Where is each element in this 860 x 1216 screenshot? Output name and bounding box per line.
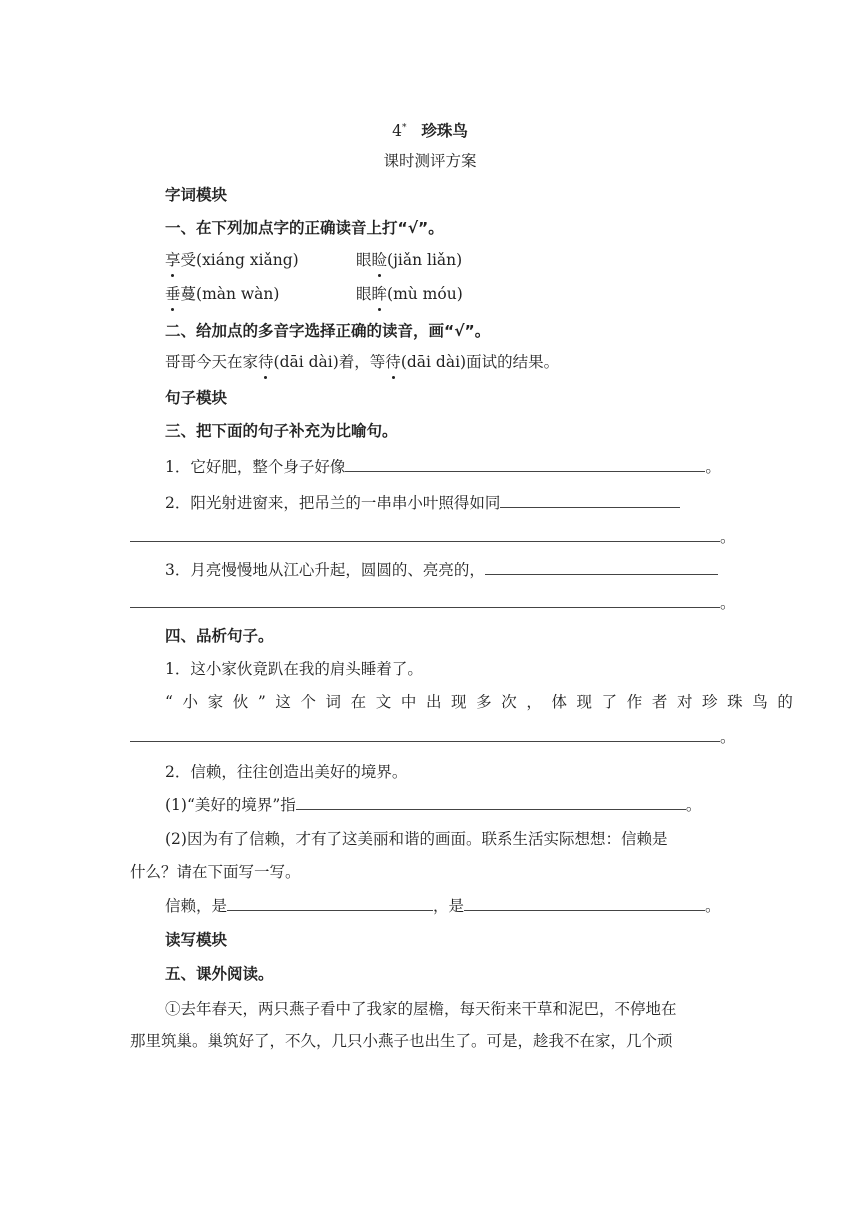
answer-blank[interactable] — [227, 896, 433, 911]
trust-fill-in: 信赖，是 ，是 。 — [165, 897, 721, 915]
question-4-heading: 四、品析句子。 — [165, 627, 274, 645]
lesson-star: * — [402, 123, 407, 133]
dotted-char: 垂 — [165, 285, 181, 303]
answer-blank[interactable] — [296, 795, 686, 810]
section-heading-words: 字词模块 — [165, 186, 228, 204]
analysis-sentence-2: 2．信赖，往往创造出美好的境界。 — [165, 763, 408, 781]
simile-sentence-2-continued: 。 — [130, 527, 736, 547]
analysis-question-1: “小家伙”这个词在文中出现多次，体现了作者对珍珠鸟的 — [165, 693, 803, 711]
answer-blank[interactable] — [500, 493, 680, 508]
analysis-answer-line-1: 。 — [130, 727, 736, 747]
analysis-sentence-1: 1．这小家伙竟趴在我的肩头睡着了。 — [165, 660, 423, 678]
lesson-number: 4 — [392, 122, 403, 141]
pinyin-item-2: 眼睑(jiǎn liǎn) — [356, 251, 463, 269]
question-3-heading: 三、把下面的句子补充为比喻句。 — [165, 422, 398, 440]
question-2-heading: 二、给加点的多音字选择正确的读音，画“√”。 — [165, 322, 491, 340]
analysis-question-2b: (2)因为有了信赖，才有了这美丽和谐的画面。联系生活实际想想：信赖是 — [165, 830, 668, 848]
simile-sentence-2: 2．阳光射进窗来，把吊兰的一串串小叶照得如同 — [165, 493, 680, 513]
simile-sentence-3: 3．月亮慢慢地从江心升起，圆圆的、亮亮的， — [165, 560, 718, 580]
analysis-question-2a: (1)“美好的境界”指 。 — [165, 796, 702, 814]
answer-blank[interactable] — [130, 727, 720, 742]
answer-blank[interactable] — [345, 457, 705, 472]
lesson-name: 珍珠鸟 — [421, 122, 468, 141]
question-1-heading: 一、在下列加点字的正确读音上打“√”。 — [165, 219, 444, 237]
lesson-title — [0, 118, 860, 141]
pinyin-item-1: 享受(xiáng xiǎng) — [165, 251, 299, 269]
dotted-char: 享 — [165, 251, 181, 269]
simile-sentence-3-continued: 。 — [130, 593, 736, 613]
question-2-sentence: 哥哥今天在家待(dāi dài)着，等待(dāi dài)面试的结果。 — [165, 353, 560, 371]
answer-blank[interactable] — [130, 527, 720, 542]
section-heading-reading-writing: 读写模块 — [165, 931, 228, 949]
answer-blank[interactable] — [130, 593, 720, 608]
dotted-char: 待 — [385, 353, 401, 371]
simile-sentence-1: 1．它好肥，整个身子好像 。 — [165, 458, 721, 476]
page-subtitle: 课时测评方案 — [383, 152, 477, 170]
pinyin-item-4: 眼眸(mù móu) — [356, 285, 463, 303]
reading-passage-line-2: 那里筑巢。巢筑好了，不久，几只小燕子也出生了。可是，趁我不在家，几个顽 — [130, 1032, 673, 1050]
answer-blank[interactable] — [485, 560, 718, 575]
dotted-char: 眸 — [371, 285, 388, 303]
analysis-question-2b-continued: 什么？请在下面写一写。 — [130, 863, 301, 881]
pinyin-item-3: 垂蔓(màn wàn) — [165, 285, 280, 303]
question-5-heading: 五、课外阅读。 — [165, 965, 274, 983]
reading-passage-line-1: ①去年春天，两只燕子看中了我家的屋檐，每天衔来干草和泥巴，不停地在 — [165, 1000, 677, 1018]
dotted-char: 待 — [258, 353, 274, 371]
section-heading-sentences: 句子模块 — [165, 389, 228, 407]
answer-blank[interactable] — [464, 896, 705, 911]
dotted-char: 睑 — [371, 251, 388, 269]
